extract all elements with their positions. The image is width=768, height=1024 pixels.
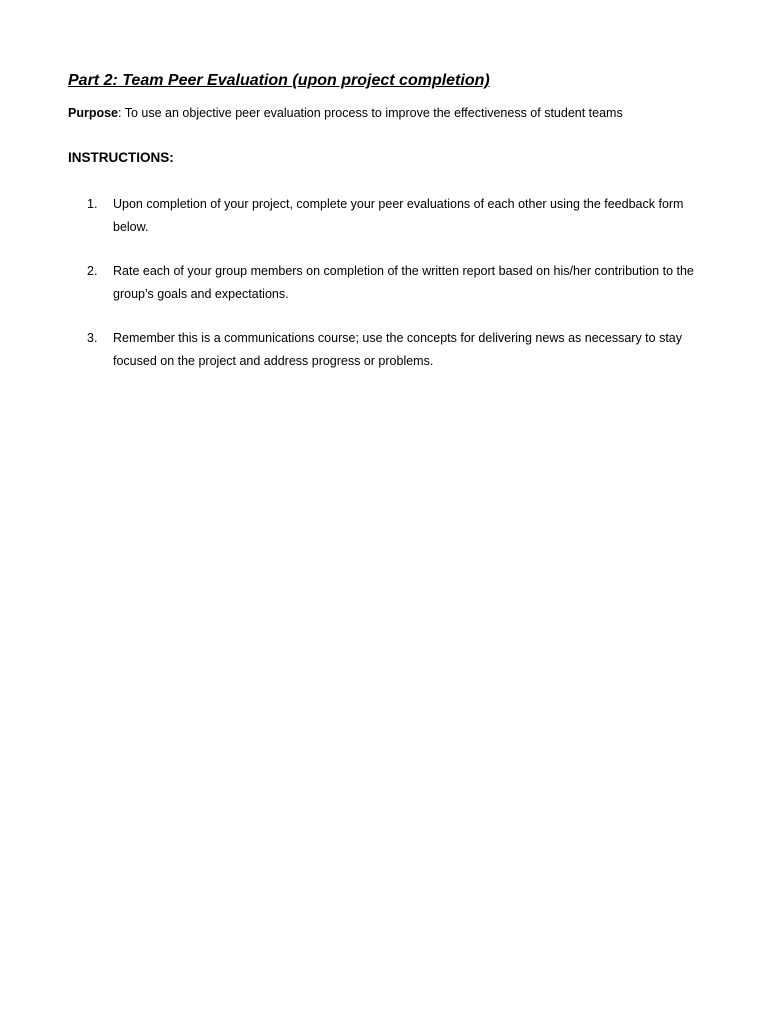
instruction-number: 1.: [87, 197, 98, 211]
purpose-statement: [68, 106, 623, 120]
purpose-label: Purpose: [68, 106, 119, 120]
purpose-text: : To use an objective peer evaluation process to improve the effectiveness of student teams: [118, 106, 623, 120]
instruction-item: [68, 193, 708, 239]
instructions-heading: INSTRUCTIONS:: [68, 150, 174, 165]
instruction-text: Upon completion of your project, complete your peer evaluations of each other using the feedback form below.: [113, 197, 684, 234]
instruction-number: 3.: [87, 331, 98, 345]
instruction-item: [68, 327, 708, 373]
instruction-text: Remember this is a communications course; use the concepts for delivering news as necessary to stay focused on the project and address progress or problems.: [113, 331, 683, 368]
page-title: Part 2: Team Peer Evaluation (upon project completion): [68, 72, 490, 89]
instruction-number: 2.: [87, 264, 98, 278]
instruction-text: Rate each of your group members on completion of the written report based on his/her contribution to the group’s goals and expectations.: [113, 264, 694, 301]
instruction-item: [68, 260, 708, 306]
instructions-list: [68, 193, 708, 394]
